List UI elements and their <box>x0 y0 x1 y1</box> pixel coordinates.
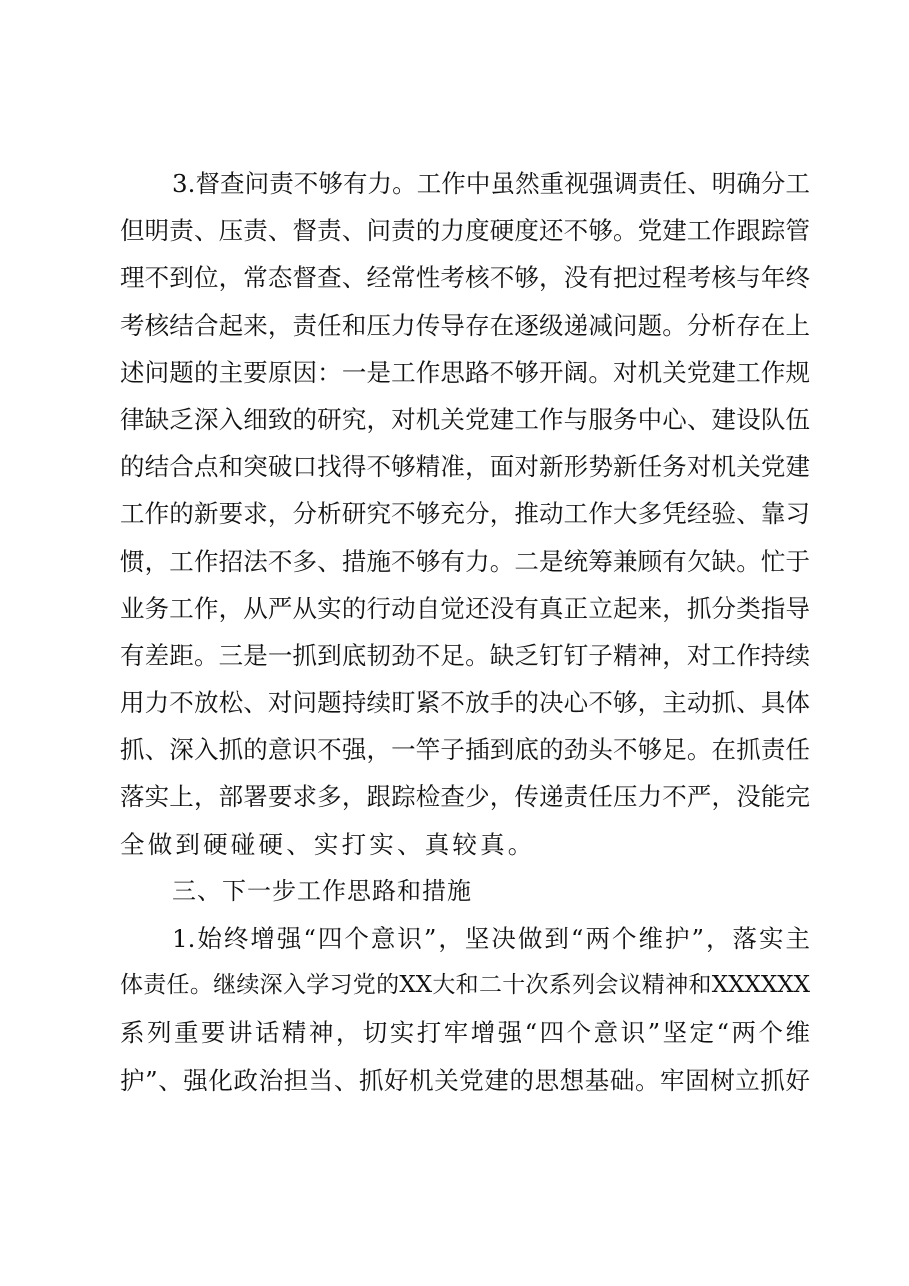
paragraph-line: 落实上，部署要求多，跟踪检查少，传递责任压力不严，没能完 <box>120 782 810 812</box>
paragraph-line: 有差距。三是一抓到底韧劲不足。缺乏钉钉子精神，对工作持续 <box>120 640 810 670</box>
paragraph-line: 用力不放松、对问题持续盯紧不放手的决心不够，主动抓、具体 <box>120 688 810 718</box>
paragraph-line: 全做到硬碰硬、实打实、真较真。 <box>120 829 536 859</box>
paragraph-line: 业务工作，从严从实的行动自觉还没有真正立起来，抓分类指导 <box>120 593 810 623</box>
paragraph-line: 3.督查问责不够有力。工作中虽然重视强调责任、明确分工 <box>172 169 810 198</box>
paragraph-line: 惯，工作招法不多、措施不够有力。二是统筹兼顾有欠缺。忙于 <box>120 546 810 576</box>
paragraph-line: 理不到位，常态督查、经常性考核不够，没有把过程考核与年终 <box>120 263 810 293</box>
paragraph-line: 系列重要讲话精神，切实打牢增强“四个意识”坚定“两个维 <box>120 1018 810 1048</box>
paragraph-line: 护”、强化政治担当、抓好机关党建的思想基础。牢固树立抓好 <box>120 1065 810 1095</box>
paragraph-line: 工作的新要求，分析研究不够充分，推动工作大多凭经验、靠习 <box>120 499 810 529</box>
paragraph-line: 但明责、压责、督责、问责的力度硬度还不够。党建工作跟踪管 <box>120 216 810 246</box>
paragraph-line: 律缺乏深入细致的研究，对机关党建工作与服务中心、建设队伍 <box>120 404 810 434</box>
paragraph-line: 抓、深入抓的意识不强，一竿子插到底的劲头不够足。在抓责任 <box>120 735 810 765</box>
paragraph-line: 考核结合起来，责任和压力传导存在逐级递减问题。分析存在上 <box>120 310 810 340</box>
document-body <box>120 160 810 1104</box>
section-heading: 三、下一步工作思路和措施 <box>172 876 472 905</box>
paragraph-line: 体责任。继续深入学习党的XX大和二十次系列会议精神和XXXXXX <box>120 972 810 999</box>
paragraph-line: 1.始终增强“四个意识”，坚决做到“两个维护”，落实主 <box>172 924 810 953</box>
paragraph-line: 述问题的主要原因：一是工作思路不够开阔。对机关党建工作规 <box>120 357 810 387</box>
paragraph-line: 的结合点和突破口找得不够精准，面对新形势新任务对机关党建 <box>120 452 810 482</box>
